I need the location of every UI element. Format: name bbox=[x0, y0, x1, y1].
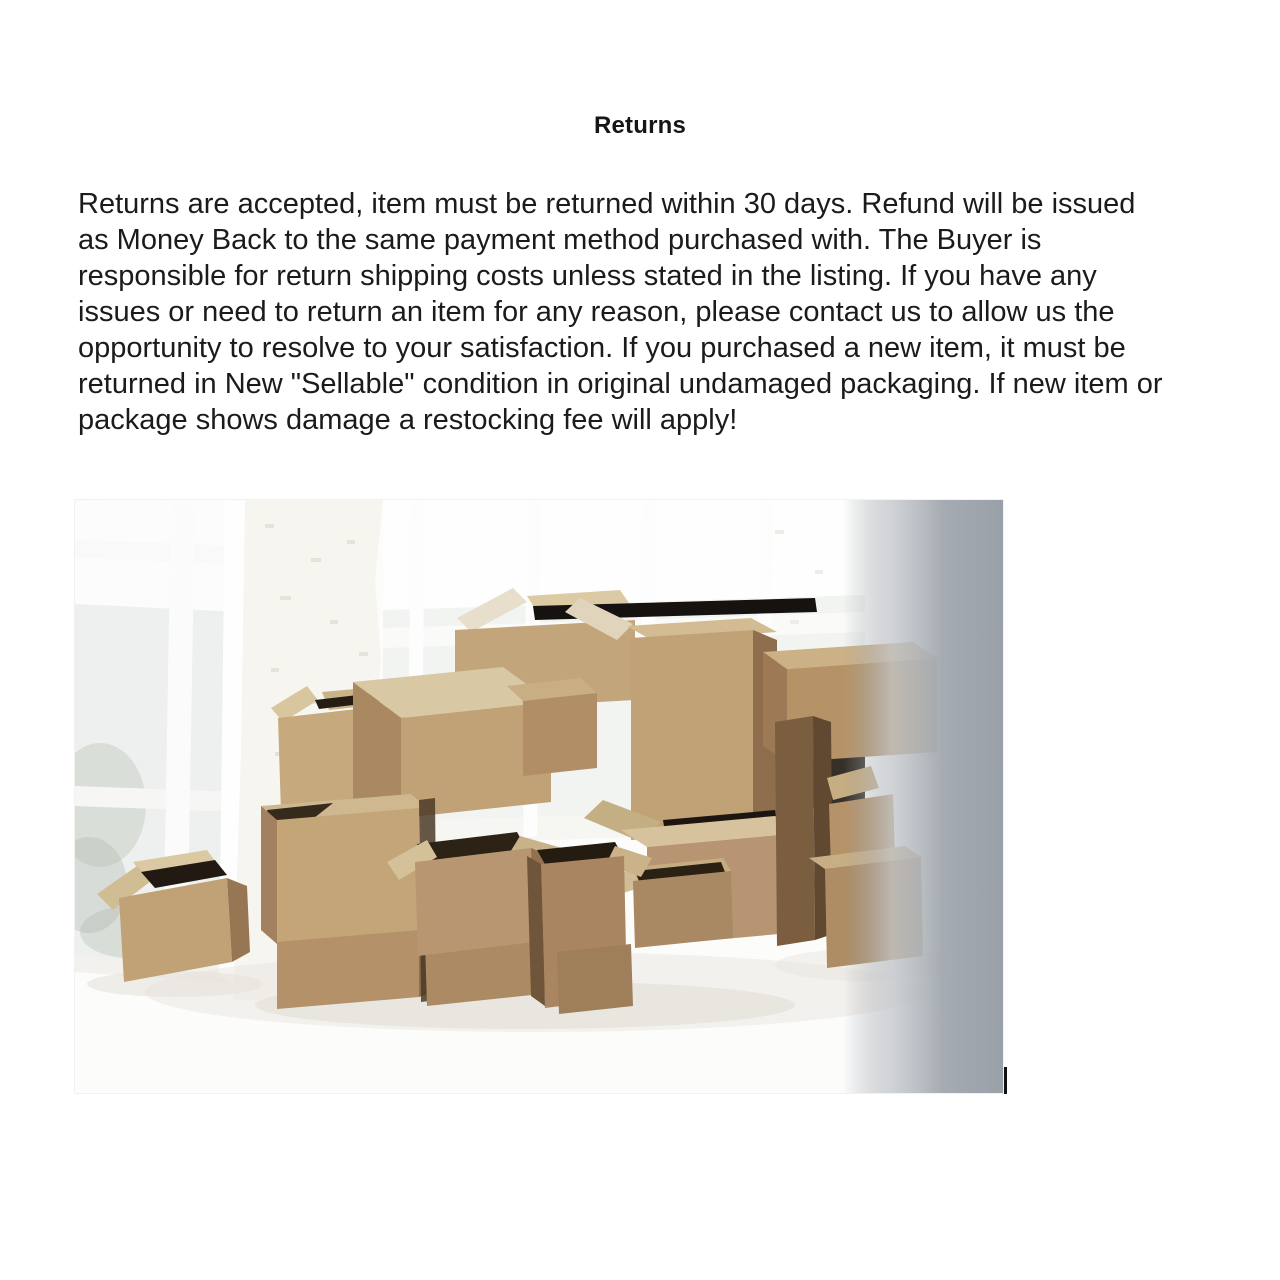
text-caret bbox=[1004, 1067, 1007, 1094]
box-small-front bbox=[557, 944, 633, 1014]
boxes-photo-canvas bbox=[75, 500, 1003, 1093]
returns-policy-text: Returns are accepted, item must be returned within 30 days. Refund will be issued as Money Back to the same payment method purchased with. The Buyer is responsible for return shipping costs unless stated in the listing. If you have any issues or need to return an item for any reason, please contact us to allow us the opportunity to resolve to your satisfaction. If you purchased a new item, it must be returned in New "Sellable" condition in original undamaged packaging. If new item or package shows damage a restocking fee will apply! bbox=[78, 188, 1163, 436]
page-title: Returns bbox=[593, 112, 687, 139]
boxes-photo bbox=[75, 500, 1003, 1093]
gray-wall-edge bbox=[843, 500, 1003, 1093]
